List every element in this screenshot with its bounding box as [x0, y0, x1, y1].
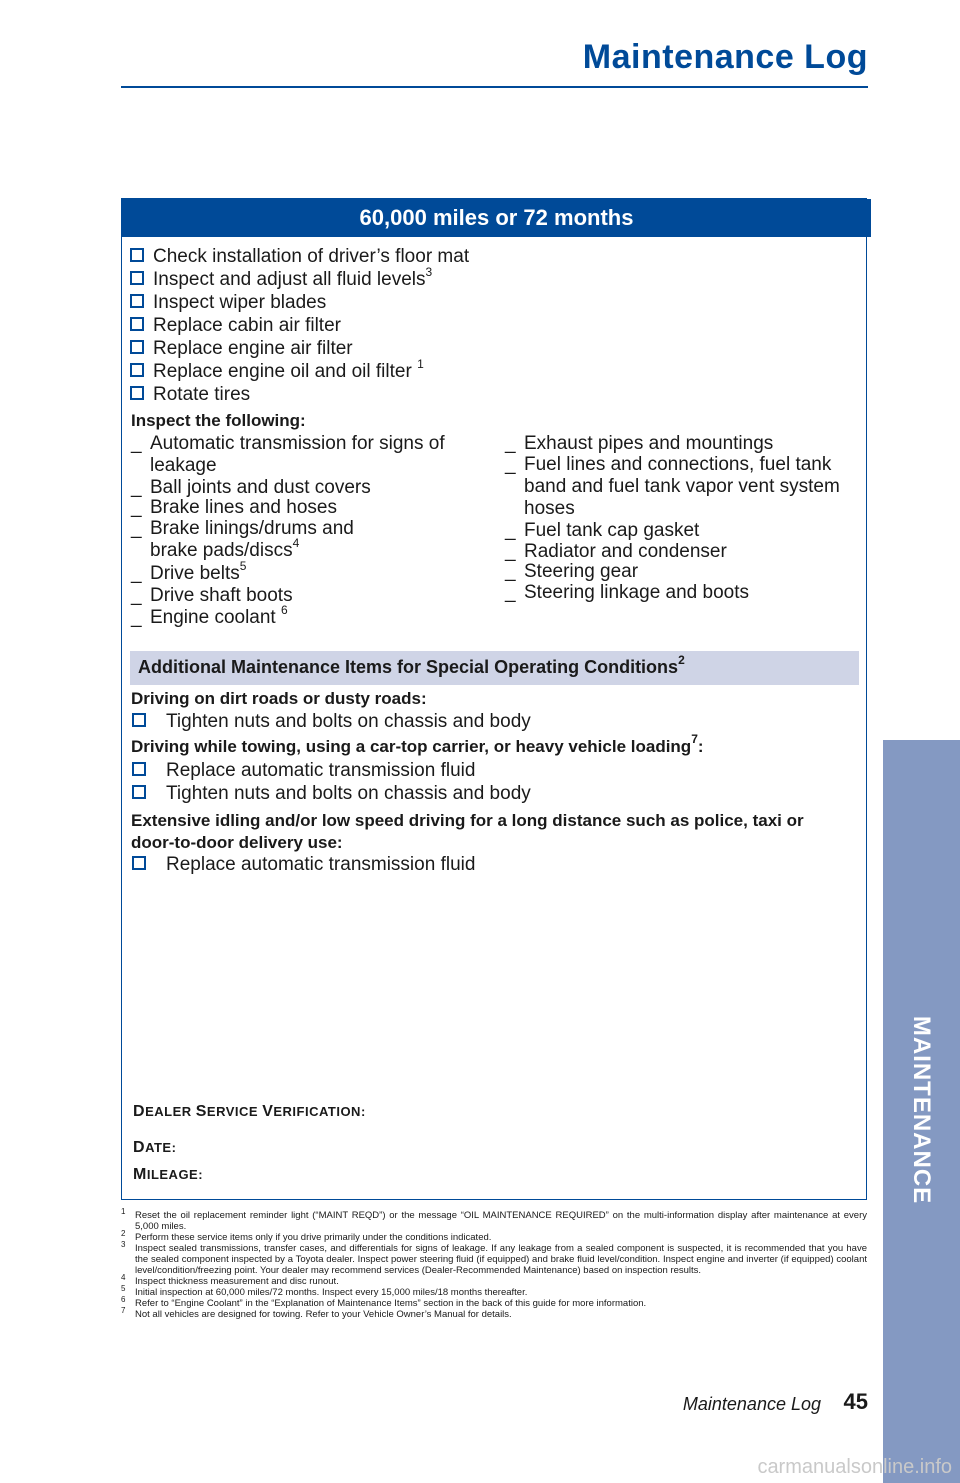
inspect-item: _ Automatic transmission for signs of leakage [131, 433, 445, 476]
footnote: 6 Refer to “Engine Coolant” in the “Explanation of Maintenance Items” section in the back of this guide for more information. [121, 1295, 647, 1309]
inspect-item: _ Fuel tank cap gasket [505, 520, 700, 541]
inspect-item: _ Drive shaft boots [131, 585, 293, 606]
checklist-item[interactable] [130, 384, 250, 406]
checkbox-icon[interactable] [130, 317, 144, 331]
condition-item-label: Tighten nuts and bolts on chassis and body [166, 783, 531, 804]
checklist-item-label: Check installation of driver’s floor mat [153, 246, 470, 267]
condition-item[interactable] [132, 711, 531, 733]
checkbox-icon[interactable] [132, 785, 146, 799]
page-title: Maintenance Log [582, 38, 868, 76]
condition-item-label: Tighten nuts and bolts on chassis and body [166, 711, 531, 732]
section-side-tab-label: MAINTENANCE [908, 1015, 935, 1205]
inspect-item: _ Brake linings/drums and brake pads/discs$^4$ [131, 518, 354, 561]
checklist-item[interactable] [130, 292, 326, 314]
checkbox-icon[interactable] [132, 856, 146, 870]
page-number: 45 [843, 1389, 868, 1414]
checkbox-icon[interactable] [130, 271, 144, 285]
inspect-item: _ Steering linkage and boots [505, 582, 749, 603]
footnote: 4 Inspect thickness measurement and disc runout. [121, 1273, 339, 1287]
condition-item[interactable] [132, 854, 475, 876]
checkbox-icon[interactable] [132, 713, 146, 727]
condition-heading: Driving while towing, using a car-top carrier, or heavy vehicle loading$^7$: [131, 732, 704, 756]
mileage-label: MILEAGE: [133, 1166, 204, 1183]
watermark: carmanualsonline.info [757, 1456, 952, 1478]
footnote: 7 Not all vehicles are designed for towing. Refer to your Vehicle Owner’s Manual for details. [121, 1306, 512, 1320]
checklist-item-label: Replace engine air filter [153, 338, 353, 359]
checklist-item-label: Inspect wiper blades [153, 292, 327, 313]
inspect-item: _ Exhaust pipes and mountings [505, 433, 774, 454]
footnote-ref: 7 [691, 732, 698, 747]
footnote-ref: 3 [425, 264, 433, 279]
checklist-item-label: Rotate tires [153, 384, 251, 405]
checkbox-icon[interactable] [130, 386, 144, 400]
footer-section-name: Maintenance Log [682, 1394, 821, 1414]
condition-item-label: Replace automatic transmission fluid [166, 760, 476, 781]
checkbox-icon[interactable] [130, 363, 144, 377]
condition-heading: Extensive idling and/or low speed driving for a long distance such as police, taxi or [131, 811, 804, 830]
inspect-item: _ Brake lines and hoses [131, 497, 337, 518]
dealer-verification-label: DEALER SERVICE VERIFICATION: [133, 1103, 366, 1120]
inspect-item: _ Steering gear [505, 561, 639, 582]
checklist-item-label: Replace cabin air filter [153, 315, 341, 336]
checkbox-icon[interactable] [132, 762, 146, 776]
checklist-item-label: Inspect and adjust all fluid levels [153, 269, 426, 290]
maintenance-log-box [121, 198, 867, 1200]
header-rule [121, 86, 868, 88]
date-label: DATE: [133, 1139, 177, 1156]
condition-item[interactable] [132, 783, 531, 805]
condition-heading: door-to-door delivery use: [131, 833, 343, 852]
footnote: 2 Perform these service items only if you drive primarily under the conditions indicated. [121, 1229, 492, 1243]
footnote-ref: 5 [239, 558, 247, 573]
checklist-item[interactable] [130, 315, 341, 337]
condition-item-label: Replace automatic transmission fluid [166, 854, 476, 875]
checklist-item-label: Replace engine oil and oil filter [153, 361, 418, 382]
condition-heading: Driving on dirt roads or dusty roads: [131, 689, 427, 708]
checklist-item[interactable] [130, 338, 353, 360]
footnote-ref: 2 [678, 653, 685, 667]
footnote-ref: 6 [281, 602, 288, 617]
footnote-ref: 4 [292, 535, 300, 550]
footnote: 1 Reset the oil replacement reminder light (“MAINT REQD”) or the message “OIL MAINTENANCE REQUIRED” on the multi-information display after maintenance at every 5,000 miles. [121, 1207, 867, 1232]
inspect-item: _ Drive belts$^5$ [131, 558, 247, 584]
special-conditions-title: Additional Maintenance Items for Special Operating Conditions$^2$ [138, 653, 685, 677]
special-conditions-heading [130, 651, 859, 685]
footnote: 5 Initial inspection at 60,000 miles/72 months. Inspect every 15,000 miles/18 months thereafter. [121, 1284, 528, 1298]
inspect-item: _ Fuel lines and connections, fuel tank band and fuel tank vapor vent system hoses [505, 454, 840, 519]
checkbox-icon[interactable] [130, 294, 144, 308]
checklist-item[interactable] [130, 246, 469, 268]
footnotes [121, 1207, 867, 1320]
footnote-ref: 1 [417, 356, 424, 371]
interval-heading: 60,000 miles or 72 months [122, 199, 871, 237]
inspect-heading: Inspect the following: [131, 411, 306, 430]
inspect-item: _ Engine coolant $^6$ [131, 602, 288, 628]
inspect-item: _ Ball joints and dust covers [131, 477, 371, 498]
inspect-item: _ Radiator and condenser [505, 541, 727, 562]
checkbox-icon[interactable] [130, 340, 144, 354]
checklist-item[interactable] [130, 356, 424, 383]
condition-item[interactable] [132, 760, 475, 782]
checklist-item[interactable] [130, 264, 433, 291]
footnote: 3 Inspect sealed transmissions, transfer cases, and differentials for signs of leakage. If any leakage from a sealed component is suspected, it is recommended that you have the sealed component inspected by a Toyota dealer. Inspect power steering fluid (if equipped) and brake fluid level/condition. Inspect engine and inverter (if equipped) coolant level/condition/freezing point. Your dealer may recommend services (Dealer-Recommended Maintenance) based on inspection results. [121, 1240, 867, 1276]
checkbox-icon[interactable] [130, 248, 144, 262]
